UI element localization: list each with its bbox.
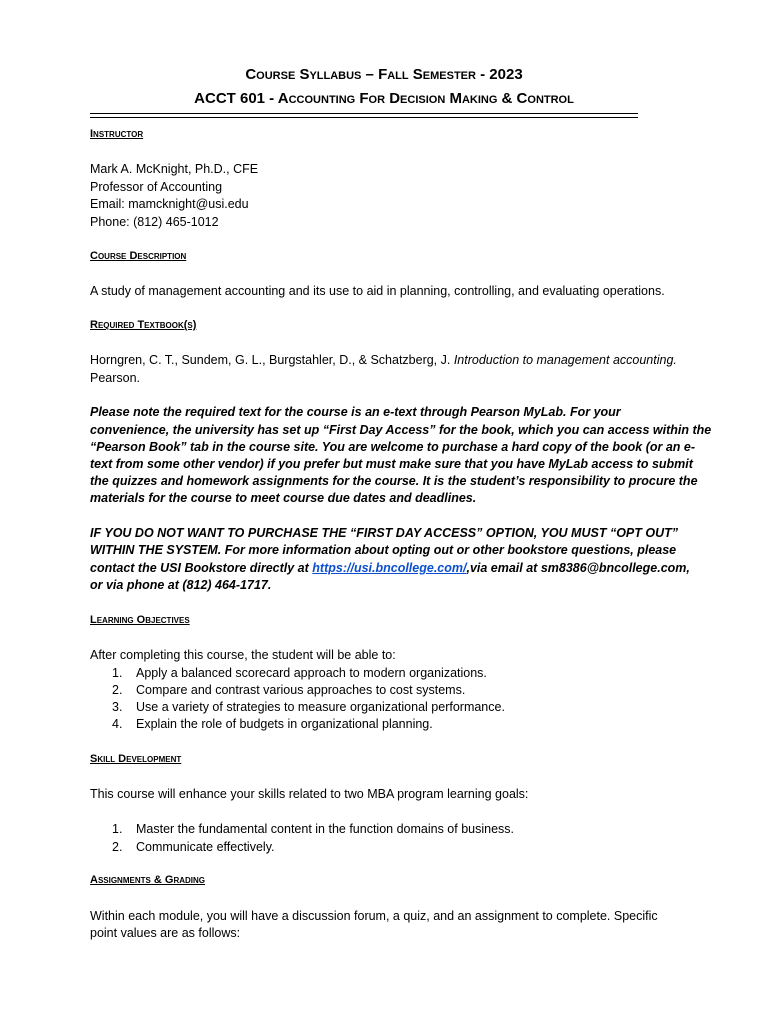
instructor-heading: Instructor: [90, 128, 144, 140]
skill-development-heading: Skill Development: [90, 753, 182, 765]
bookstore-contact-post: ,via email at sm8386@bncollege.com,: [466, 561, 690, 575]
list-item: Apply a balanced scorecard approach to modern organizations.: [136, 666, 487, 680]
bookstore-link[interactable]: https://usi.bncollege.com/: [312, 561, 467, 575]
textbook-note-line: materials for the course to meet course due dates and deadlines.: [90, 491, 477, 505]
opt-out-notice: IF YOU DO NOT WANT TO PURCHASE THE “FIRST DAY ACCESS” OPTION, YOU MUST “OPT OUT”: [90, 526, 679, 540]
list-item: Explain the role of budgets in organizational planning.: [136, 717, 433, 731]
course-description-heading: Course Description: [90, 250, 187, 262]
textbook-note-line: Please note the required text for the course is an e-text through Pearson MyLab. For your: [90, 405, 621, 419]
opt-out-instructions: WITHIN THE SYSTEM. For more information about opting out or other bookstore questions, please: [90, 543, 677, 557]
textbook-note-line: the quizzes and homework assignments for the course. It is the student’s responsibility to procure the: [90, 474, 698, 488]
grading-text-line: point values are as follows:: [90, 926, 241, 940]
instructor-email: Email: mamcknight@usi.edu: [90, 197, 249, 211]
instructor-name: Mark A. McKnight, Ph.D., CFE: [90, 162, 259, 176]
list-item-number: 2.: [112, 683, 123, 697]
bookstore-contact-pre: contact the USI Bookstore directly at: [90, 561, 313, 575]
list-item-number: 4.: [112, 717, 123, 731]
textbook-heading: Required Textbook(s): [90, 319, 197, 331]
list-item: Compare and contrast various approaches to cost systems.: [136, 683, 466, 697]
course-title: ACCT 601 - Accounting For Decision Making & Control: [194, 90, 574, 107]
list-item-number: 1.: [112, 666, 123, 680]
list-item: Master the fundamental content in the function domains of business.: [136, 822, 515, 836]
grading-text-line: Within each module, you will have a discussion forum, a quiz, and an assignment to complete. Specific: [90, 909, 658, 923]
objectives-intro: After completing this course, the student will be able to:: [90, 648, 396, 662]
textbook-note-line: “Pearson Book” tab in the course site. You are welcome to purchase a hard copy of the book (or an e-: [90, 440, 695, 454]
instructor-phone: Phone: (812) 465-1012: [90, 215, 219, 229]
syllabus-title: Course Syllabus – Fall Semester - 2023: [245, 66, 523, 83]
assignments-grading-heading: Assignments & Grading: [90, 874, 206, 886]
learning-objectives-heading: Learning Objectives: [90, 614, 190, 626]
instructor-position: Professor of Accounting: [90, 180, 223, 194]
textbook-citation: [90, 353, 690, 367]
textbook-publisher: Pearson.: [90, 371, 141, 385]
list-item-number: 2.: [112, 840, 123, 854]
bookstore-contact: [90, 561, 690, 575]
course-description-text: A study of management accounting and its use to aid in planning, controlling, and evaluating operations.: [90, 284, 665, 298]
citation-authors: Horngren, C. T., Sundem, G. L., Burgstahler, D., & Schatzberg, J.: [90, 353, 454, 367]
title-divider-top: [90, 113, 638, 114]
bookstore-phone: or via phone at (812) 464-1717.: [90, 578, 272, 592]
list-item-number: 3.: [112, 700, 123, 714]
list-item: Communicate effectively.: [136, 840, 275, 854]
textbook-note-line: convenience, the university has set up “First Day Access” for the book, which you can access within the: [90, 423, 712, 437]
title-divider-bottom: [90, 117, 638, 118]
citation-title: Introduction to management accounting.: [453, 353, 677, 367]
list-item: Use a variety of strategies to measure organizational performance.: [136, 700, 505, 714]
textbook-note-line: text from some other vendor) if you prefer but must make sure that you have MyLab access to submit: [90, 457, 693, 471]
skills-intro: This course will enhance your skills related to two MBA program learning goals:: [90, 787, 529, 801]
list-item-number: 1.: [112, 822, 123, 836]
